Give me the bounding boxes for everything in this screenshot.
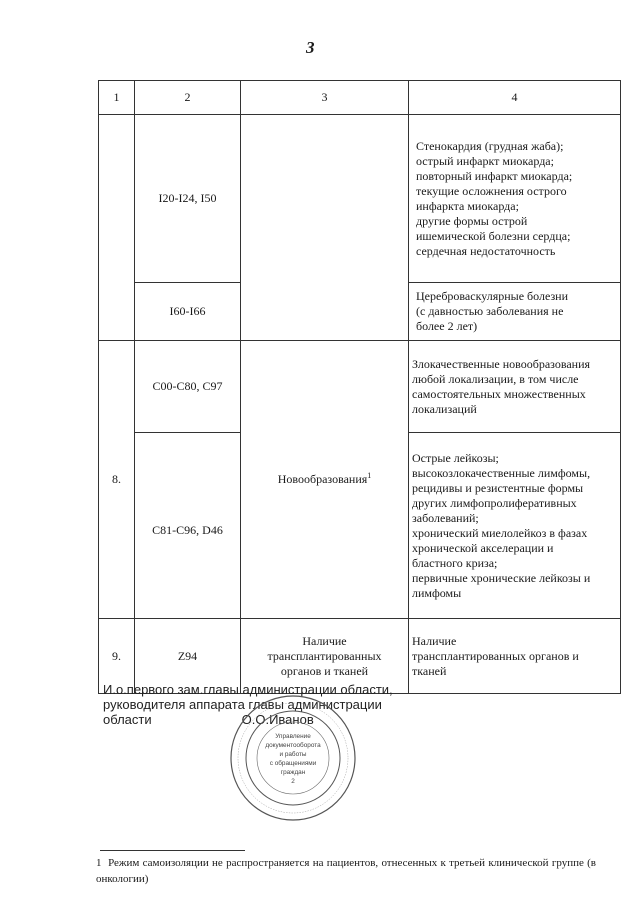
group-line: трансплантированных: [267, 648, 382, 663]
description-line: самостоятельных множественных: [412, 386, 586, 401]
group-cell: [241, 115, 409, 341]
group-label: Новообразования: [277, 472, 368, 486]
description-line: трансплантированных органов и: [412, 648, 579, 663]
description-line: других лимфопролиферативных: [412, 495, 577, 510]
icd-codes-cell: C81-C96, D46: [135, 433, 241, 619]
description-line: первичные хронические лейкозы и: [412, 570, 591, 585]
description-line: ишемической болезни сердца;: [416, 228, 571, 243]
signatory-title-line: руководителя аппарата главы администрации: [103, 697, 382, 712]
description-line: Злокачественные новообразования: [412, 356, 591, 371]
description-line: лимфомы: [412, 585, 462, 600]
stamp-line: граждан: [280, 769, 306, 776]
description-line: текущие осложнения острого: [416, 183, 567, 198]
group-cell: [241, 341, 409, 619]
description-line: бластного криза;: [412, 555, 498, 570]
description-line: Стенокардия (грудная жаба);: [416, 138, 564, 153]
header-cell-1: 1: [99, 81, 135, 115]
disease-description-cell: [409, 341, 621, 433]
stamp-line: 2: [291, 778, 295, 785]
signatory-name: О.О.Иванов: [241, 712, 314, 727]
table-row-neoplasms-malignant: [99, 341, 621, 433]
description-line: инфаркта миокарда;: [416, 198, 519, 213]
diseases-table: [98, 80, 621, 694]
description-line: сердечная недостаточность: [416, 243, 556, 258]
group-line: Наличие: [302, 633, 347, 648]
icd-codes-cell: C00-C80, C97: [135, 341, 241, 433]
description-line: рецидивы и резистентные формы: [412, 480, 584, 495]
disease-description-cell: [409, 283, 621, 341]
footnote-mark: 1: [96, 857, 102, 869]
description-line: повторный инфаркт миокарда;: [416, 168, 573, 183]
footnote: [96, 855, 596, 887]
header-cell-2: 2: [135, 81, 241, 115]
footnote-reference: 1: [367, 471, 372, 480]
icd-codes-cell: I20-I24, I50: [135, 115, 241, 283]
description-line: Цереброваскулярные болезни: [416, 289, 569, 303]
description-line: другие формы острой: [416, 213, 528, 228]
description-line: тканей: [412, 663, 447, 678]
header-cell-3: 3: [241, 81, 409, 115]
table-header-row: [99, 81, 621, 115]
stamp-line: документооборота: [265, 742, 321, 749]
row-number-cell: 8.: [99, 341, 135, 619]
description-line: хронический миелолейкоз в фазах: [412, 525, 588, 540]
disease-description-cell: [409, 433, 621, 619]
group-line: органов и тканей: [280, 663, 369, 678]
row-number-cell: 9.: [99, 619, 135, 694]
description-line: (с давностью заболевания не: [416, 304, 564, 318]
description-line: любой локализации, в том числе: [412, 371, 579, 386]
description-line: Острые лейкозы;: [412, 450, 499, 465]
description-line: более 2 лет): [416, 319, 478, 333]
stamp-line: с обращениями: [269, 760, 317, 767]
description-line: заболеваний;: [412, 510, 479, 525]
footnote-text: Режим самоизоляции не распространяется на пациентов, отнесенных к третьей клинической группе (в онкологии): [96, 857, 596, 885]
description-line: хронической акселерации и: [412, 540, 554, 555]
signatory-region: области: [103, 712, 152, 727]
official-stamp: [228, 693, 358, 823]
description-line: Наличие: [412, 633, 457, 648]
row-number-cell: [99, 115, 135, 341]
signatory-title-line: И.о.первого зам.главы администрации области,: [103, 682, 393, 697]
description-line: острый инфаркт миокарда;: [416, 153, 554, 168]
stamp-line: и работы: [279, 751, 307, 758]
icd-codes-cell: Z94: [135, 619, 241, 694]
description-line: высокозлокачественные лимфомы,: [412, 465, 591, 480]
header-cell-4: 4: [409, 81, 621, 115]
disease-description-cell: [409, 115, 621, 283]
description-line: локализаций: [412, 401, 477, 416]
footnote-separator: [100, 850, 245, 851]
disease-description-cell: [409, 619, 621, 694]
table-row-ischemic: [99, 115, 621, 283]
page-number: 3: [306, 38, 315, 57]
icd-codes-cell: I60-I66: [135, 283, 241, 341]
stamp-line: Управление: [275, 733, 311, 740]
